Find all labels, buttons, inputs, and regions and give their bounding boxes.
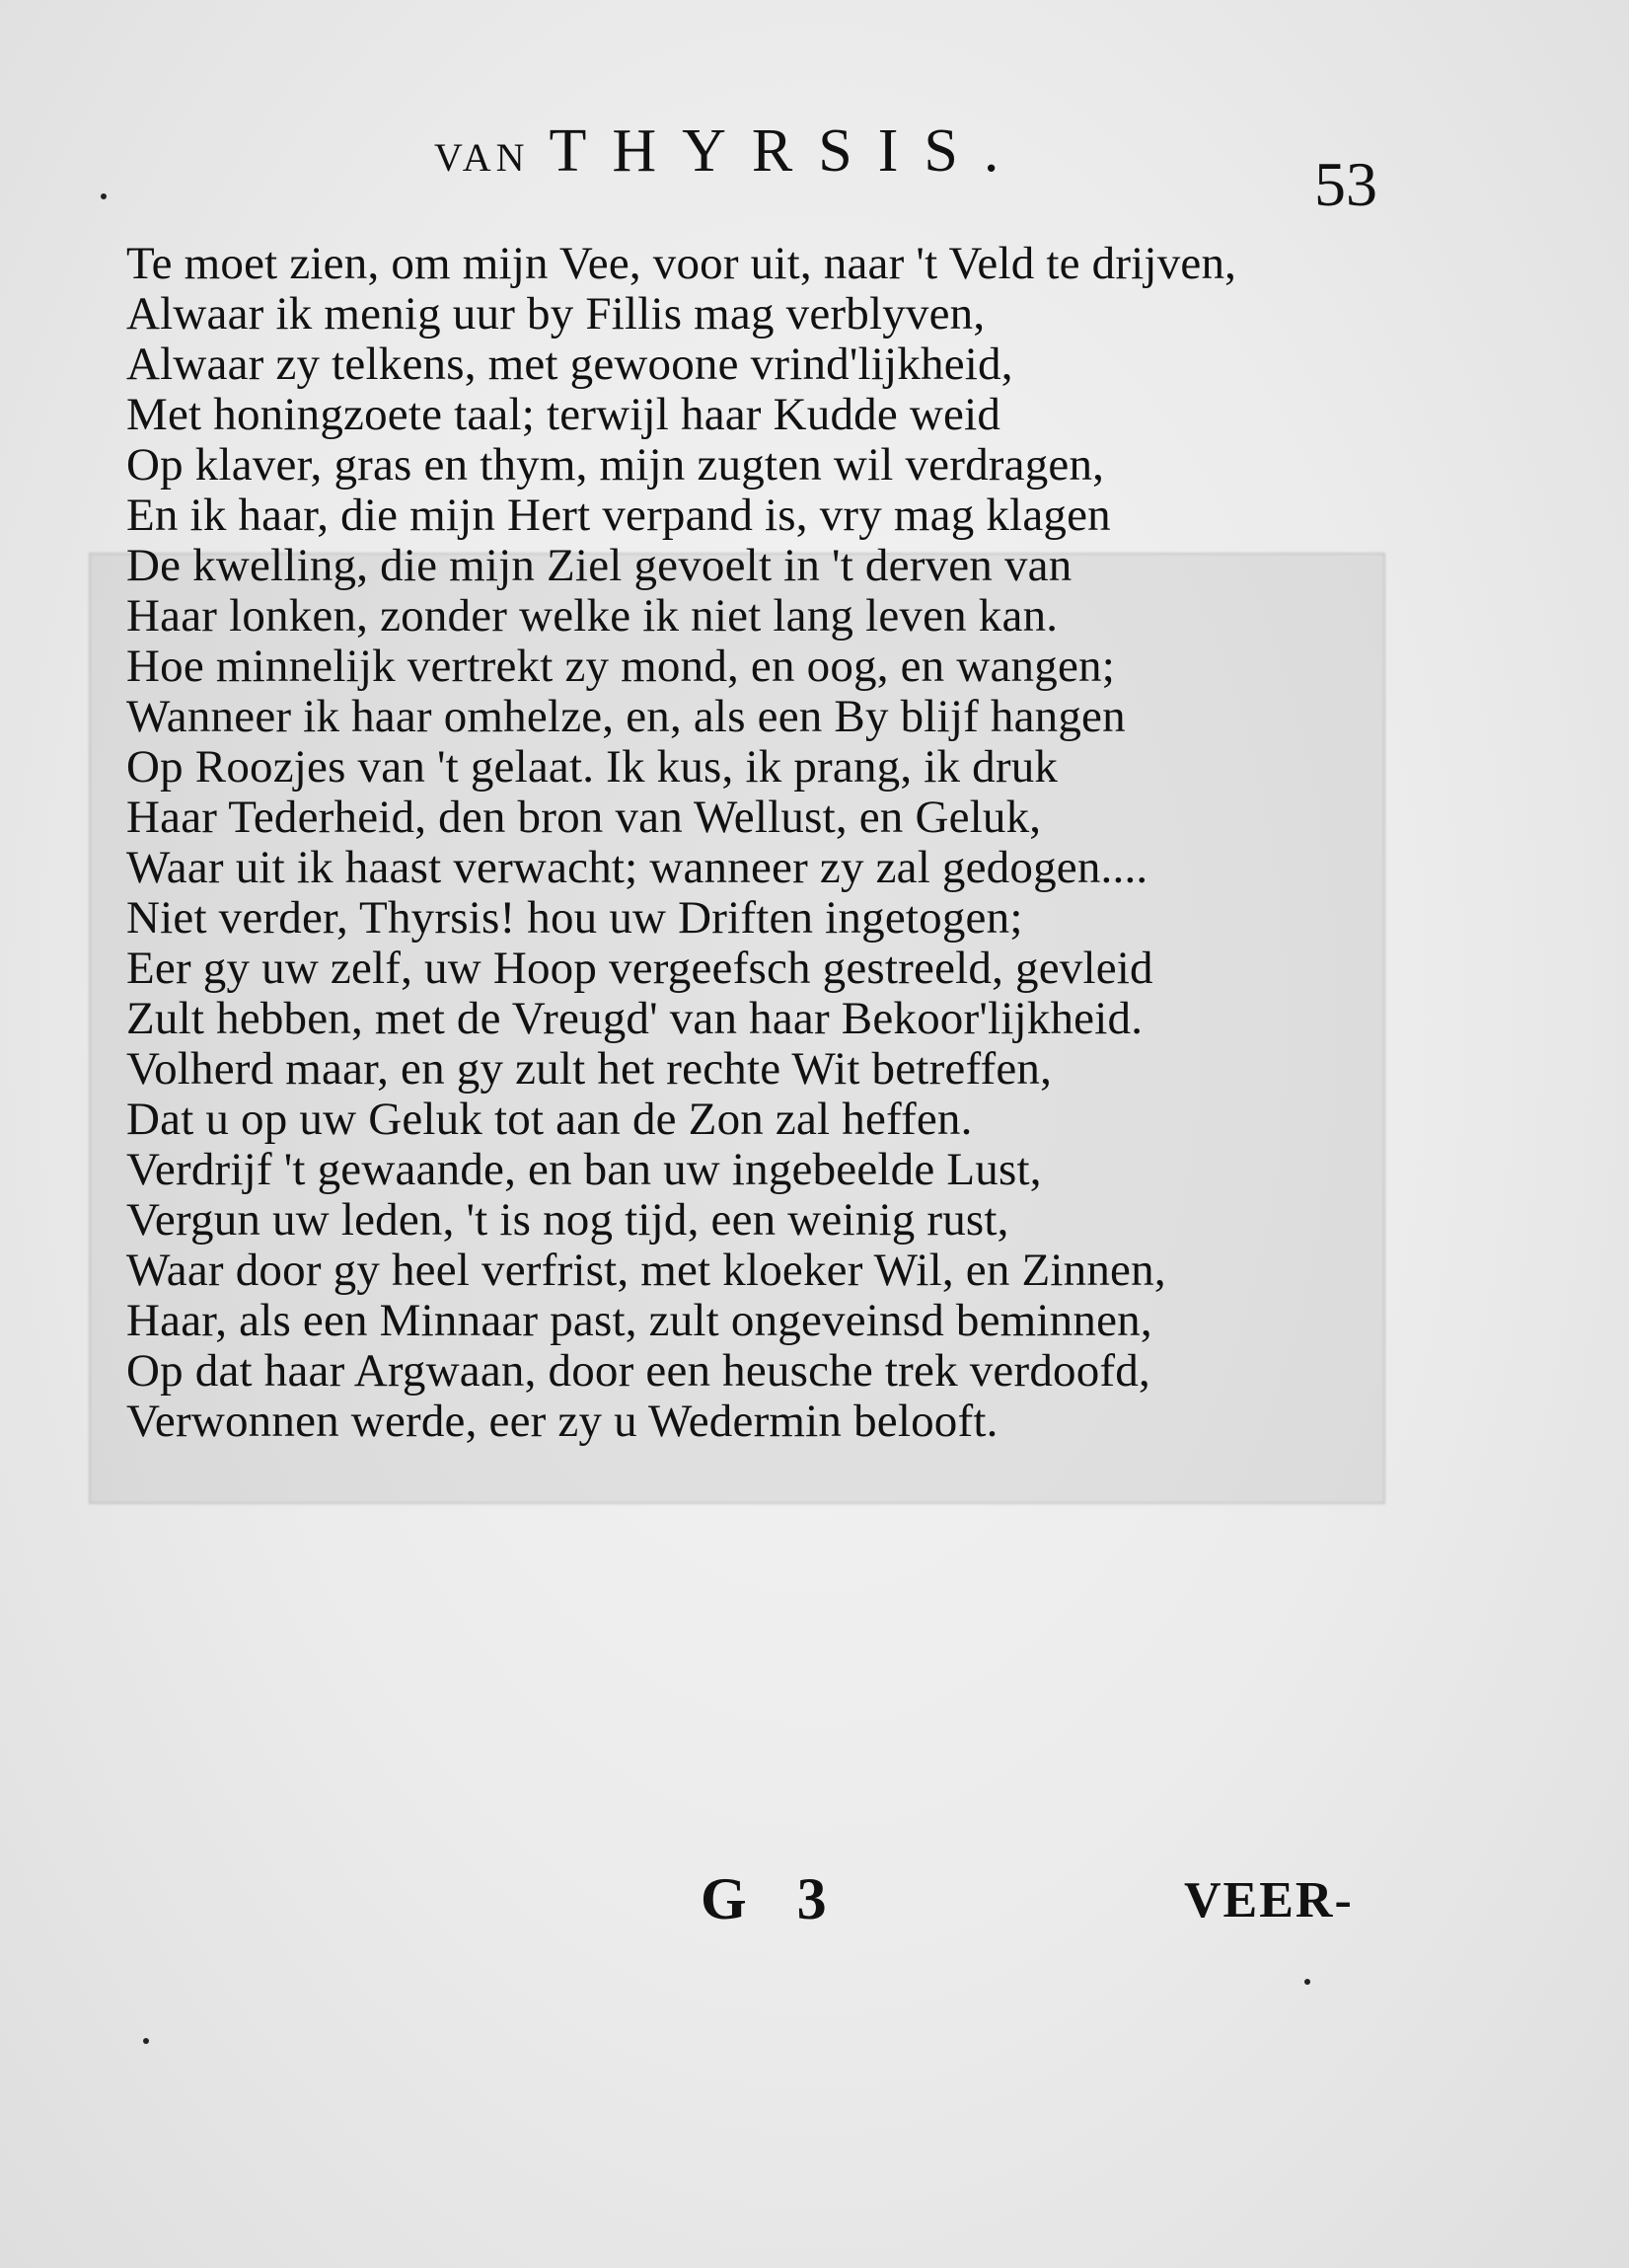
verse-line: Zult hebben, met de Vreugd' van haar Bekoor'lijkheid. [126,993,1144,1044]
verse-line: Waar uit ik haast verwacht; wanneer zy zal gedogen.... [126,842,1148,893]
ink-speck [101,193,107,199]
verse-line: En ik haar, die mijn Hert verpand is, vry mag klagen [126,490,1111,541]
poem-text [126,239,1409,1447]
verse-line: Vergun uw leden, 't is nog tijd, een weinig rust, [126,1194,1009,1246]
running-header [434,116,1024,187]
header-title: THYRSIS. [549,117,1025,185]
verse-line: Te moet zien, om mijn Vee, voor uit, naar 't Veld te drijven, [126,238,1237,289]
catchword: VEER- [1184,1872,1354,1928]
verse-line: Eer gy uw zelf, uw Hoop vergeefsch gestreeld, gevleid [126,943,1153,994]
verse-line: Verdrijf 't gewaande, en ban uw ingebeelde Lust, [126,1144,1042,1195]
verse-line: Hoe minnelijk vertrekt zy mond, en oog, en wangen; [126,641,1115,692]
verse-line: Haar, als een Minnaar past, zult ongeveinsd beminnen, [126,1295,1152,1346]
verse-line: Op klaver, gras en thym, mijn zugten wil verdragen, [126,439,1105,491]
verse-line: Dat u op uw Geluk tot aan de Zon zal heffen. [126,1094,973,1145]
verse-line: Op dat haar Argwaan, door een heusche trek verdoofd, [126,1345,1150,1397]
verse-line: De kwelling, die mijn Ziel gevoelt in 't derven van [126,540,1073,591]
ink-speck [1304,1979,1310,1985]
signature-mark: G 3 [701,1866,845,1931]
verse-line: Haar lonken, zonder welke ik niet lang leven kan. [126,590,1059,642]
header-prefix: VAN [434,135,530,180]
verse-line: Alwaar ik menig uur by Fillis mag verblyven, [126,288,986,340]
verse-line: Wanneer ik haar omhelze, en, als een By blijf hangen [126,691,1126,742]
verse-line: Volherd maar, en gy zult het rechte Wit betreffen, [126,1043,1053,1095]
verse-line: Verwonnen werde, eer zy u Wedermin belooft. [126,1396,999,1447]
verse-line: Waar door gy heel verfrist, met kloeker Wil, en Zinnen, [126,1245,1166,1296]
verse-line: Met honingzoete taal; terwijl haar Kudde weid [126,389,1001,440]
verse-line: Haar Tederheid, den bron van Wellust, en Geluk, [126,792,1042,843]
verse-line: Alwaar zy telkens, met gewoone vrind'lijkheid, [126,339,1013,390]
ink-speck [143,2038,149,2044]
verse-line: Niet verder, Thyrsis! hou uw Driften ingetogen; [126,892,1023,944]
verse-line: Op Roozjes van 't gelaat. Ik kus, ik prang, ik druk [126,741,1059,793]
page-number: 53 [1314,149,1377,219]
